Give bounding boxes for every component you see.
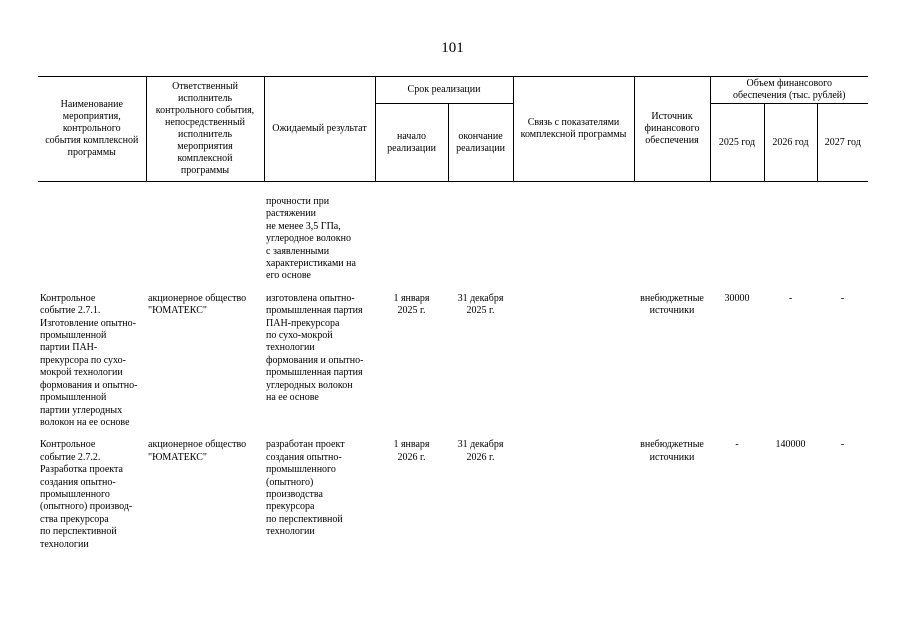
header-year-2027: 2027 год (817, 104, 868, 182)
program-table (38, 76, 868, 551)
row-value-2027: - (840, 439, 845, 451)
header-responsible: Ответственный исполнитель контрольного события, непосредственный исполнитель мероприятия комплексной программы (146, 77, 264, 182)
header-result: Ожидаемый результат (264, 77, 375, 182)
row-value-2025: 30000 (724, 292, 750, 304)
header-volume: Объем финансового обеспечения (тыс. рублей) (710, 77, 868, 104)
row-value-2025: - (735, 439, 739, 451)
row-end: 31 декабря 2026 г. (457, 439, 504, 463)
header-name: Наименование мероприятия, контрольного события комплексной программы (38, 77, 146, 182)
row-responsible: акционерное общество "ЮМАТЕКС" (148, 439, 247, 463)
row-value-2026: - (788, 292, 793, 304)
row-link (513, 439, 634, 551)
continuation-result: прочности при растяжении не менее 3,5 ГПа, углеродное волокно с заявленными характеристиками на его основе (266, 196, 356, 282)
row-name: Контрольное событие 2.7.1. Изготовление опытно- промышленной партии ПАН- прекурсора по сухо- мокрой технологии формования и опытно- промышленной партии углеродных волокон на ее основе (40, 292, 138, 428)
page-number: 101 (441, 40, 464, 56)
header-link: Связь с показателями комплексной программы (513, 77, 634, 182)
table-row (38, 439, 868, 551)
row-link (513, 293, 634, 439)
row-name: Контрольное событие 2.7.2. Разработка проекта создания опытно- промышленного (опытного) производ- ства прекурсора по перспективной технологии (40, 439, 133, 550)
row-source: внебюджетные источники (640, 292, 704, 317)
row-responsible: акционерное общество "ЮМАТЕКС" (148, 292, 247, 317)
row-value-2027: - (840, 292, 845, 304)
table-row (38, 293, 868, 439)
row-result: разработан проект создания опытно- промышленного (опытного) производства прекурсора по перспективной технологии (266, 439, 345, 538)
row-start: 1 января 2025 г. (393, 292, 430, 317)
row-end: 31 декабря 2025 г. (457, 292, 504, 317)
header-end: окончание реализации (448, 104, 513, 182)
row-value-2026: 140000 (775, 439, 806, 451)
header-source: Источник финансового обеспечения (634, 77, 710, 182)
header-period: Срок реализации (375, 77, 513, 104)
header-year-2025: 2025 год (710, 104, 764, 182)
row-start: 1 января 2026 г. (393, 439, 430, 463)
table-row-continuation (38, 182, 868, 293)
row-source: внебюджетные источники (640, 439, 704, 463)
header-start: начало реализации (375, 104, 448, 182)
row-result: изготовлена опытно- промышленная партия ПАН-прекурсора по сухо-мокрой технологии формования и опытно- промышленная партия углеродных волокон на ее основе (266, 292, 364, 404)
header-year-2026: 2026 год (764, 104, 817, 182)
